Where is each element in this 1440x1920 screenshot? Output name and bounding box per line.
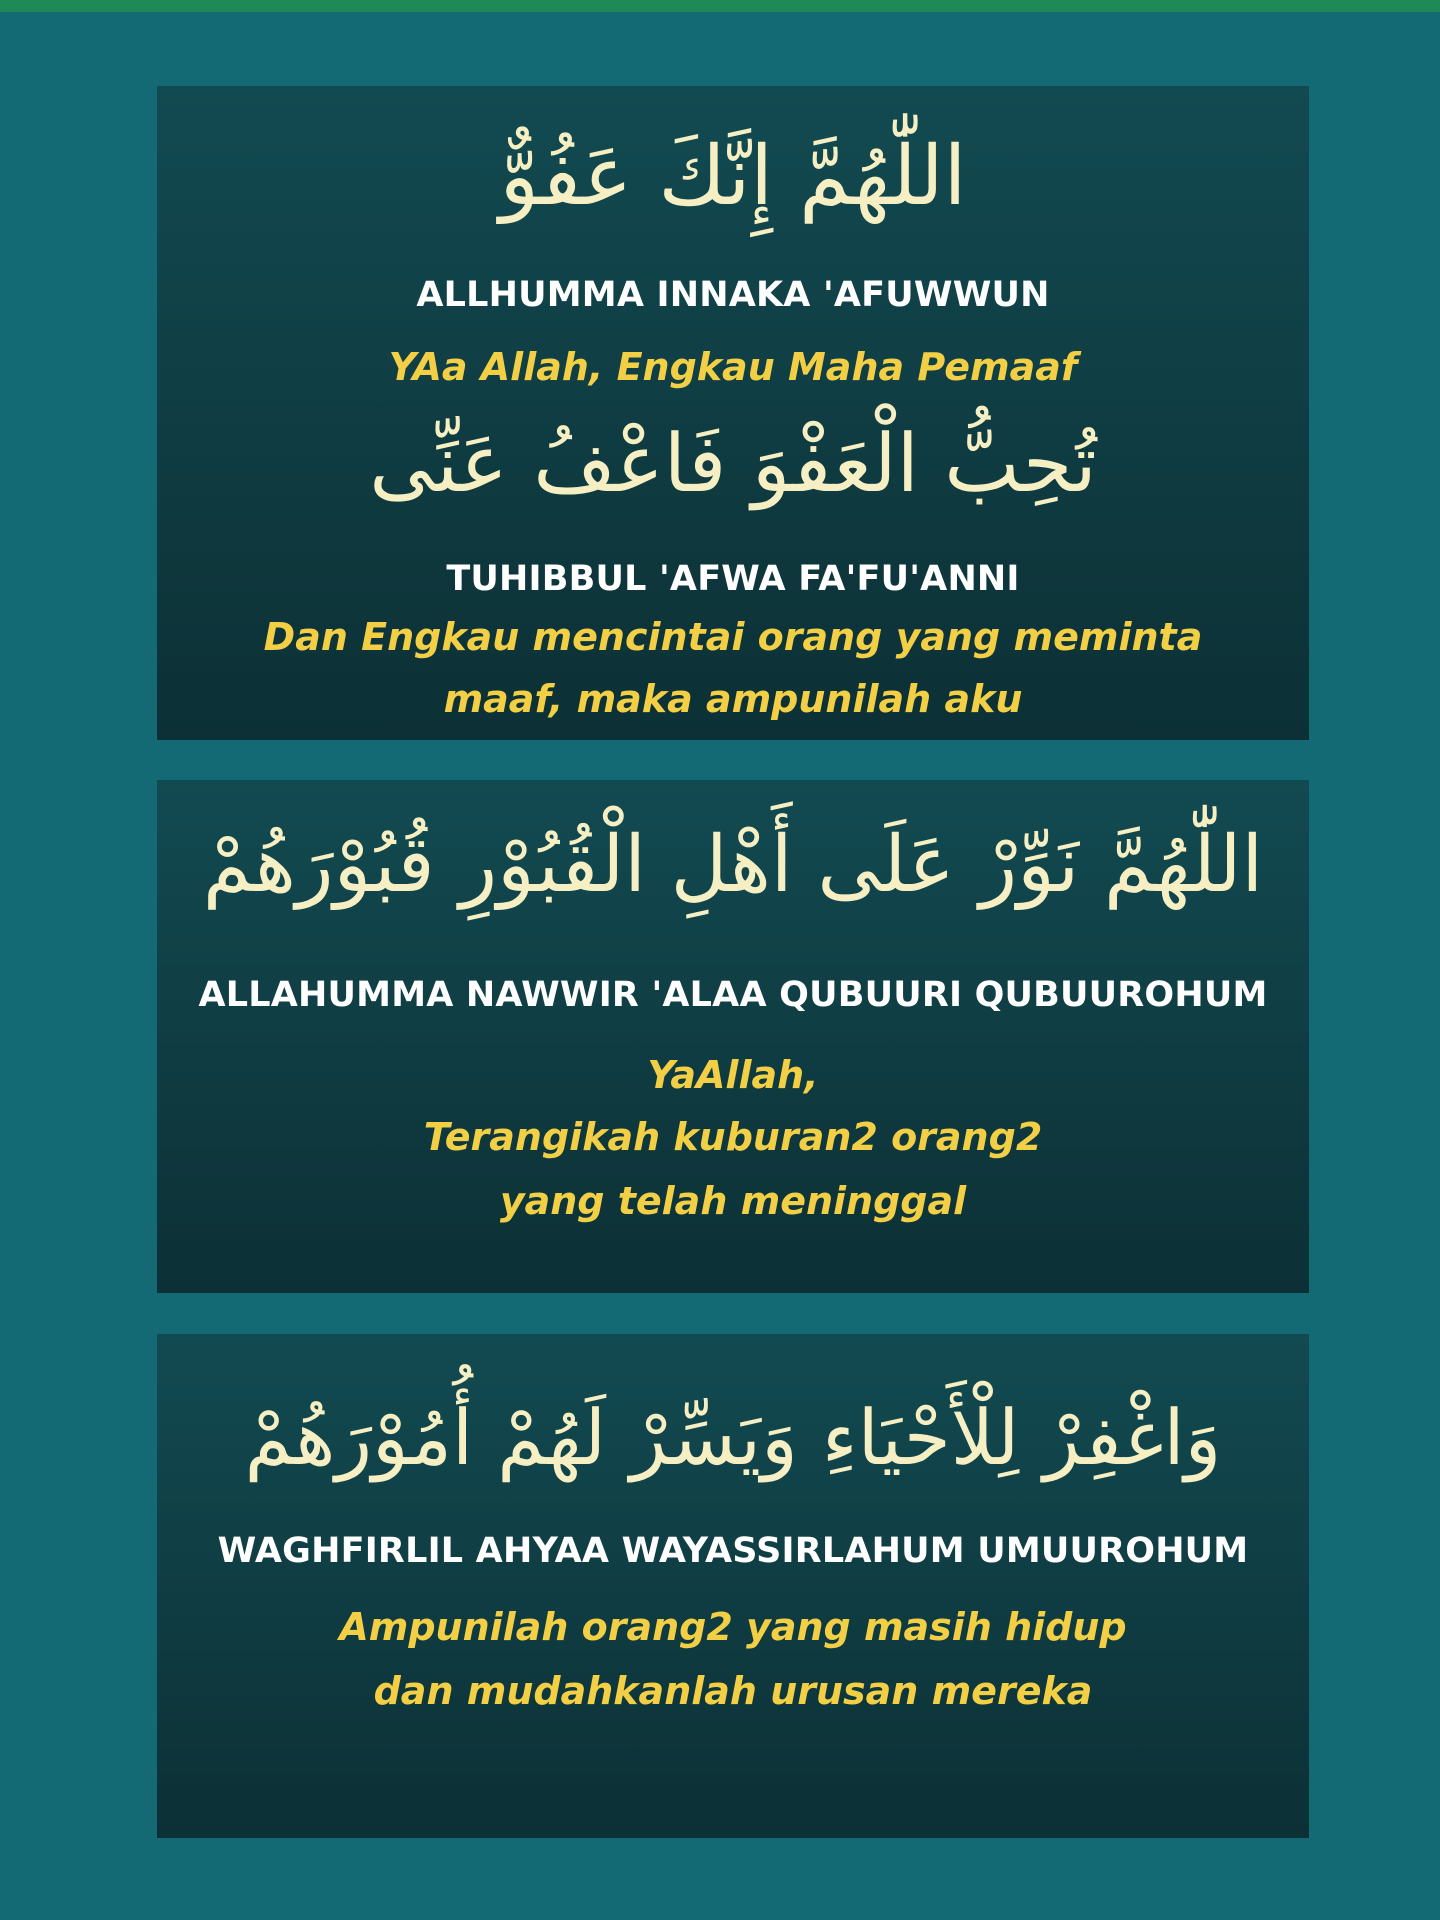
transliteration-1: ALLHUMMA INNAKA 'AFUWWUN	[416, 275, 1050, 315]
translation-line-2: Terangikah kuburan2 orang2	[423, 1115, 1043, 1159]
translation-2-line-1: Dan Engkau mencintai orang yang meminta	[263, 615, 1203, 659]
arabic-verse: اللّٰهُمَّ نَوِّرْ عَلَى أَهْلِ الْقُبُوْرِ قُبُوْرَهُمْ	[202, 820, 1264, 910]
prayer-card-3	[157, 1334, 1309, 1838]
transliteration-2: TUHIBBUL 'AFWA FA'FU'ANNI	[446, 559, 1020, 599]
translation-line-3: yang telah meninggal	[499, 1179, 967, 1223]
transliteration: WAGHFIRLIL AHYAA WAYASSIRLAHUM UMUUROHUM	[217, 1531, 1249, 1571]
top-accent-bar	[0, 0, 1440, 12]
prayer-card-1	[157, 86, 1309, 740]
arabic-verse-1: اللّٰهُمَّ إِنَّكَ عَفُوٌّ	[499, 129, 967, 224]
arabic-verse-2: تُحِبُّ الْعَفْوَ فَاعْفُ عَنِّى	[369, 417, 1097, 510]
arabic-verse: وَاغْفِرْ لِلْأَحْيَاءِ وَيَسِّرْ لَهُمْ أُمُوْرَهُمْ	[244, 1393, 1222, 1482]
translation-2-line-2: maaf, maka ampunilah aku	[443, 677, 1023, 721]
translation-line-1: YaAllah,	[647, 1053, 819, 1097]
translation-line-1: Ampunilah orang2 yang masih hidup	[339, 1605, 1127, 1649]
translation-1: YAa Allah, Engkau Maha Pemaaf	[388, 345, 1078, 389]
prayer-card-2	[157, 780, 1309, 1293]
translation-line-2: dan mudahkanlah urusan mereka	[373, 1669, 1093, 1713]
transliteration: ALLAHUMMA NAWWIR 'ALAA QUBUURI QUBUUROHUM	[198, 975, 1268, 1015]
